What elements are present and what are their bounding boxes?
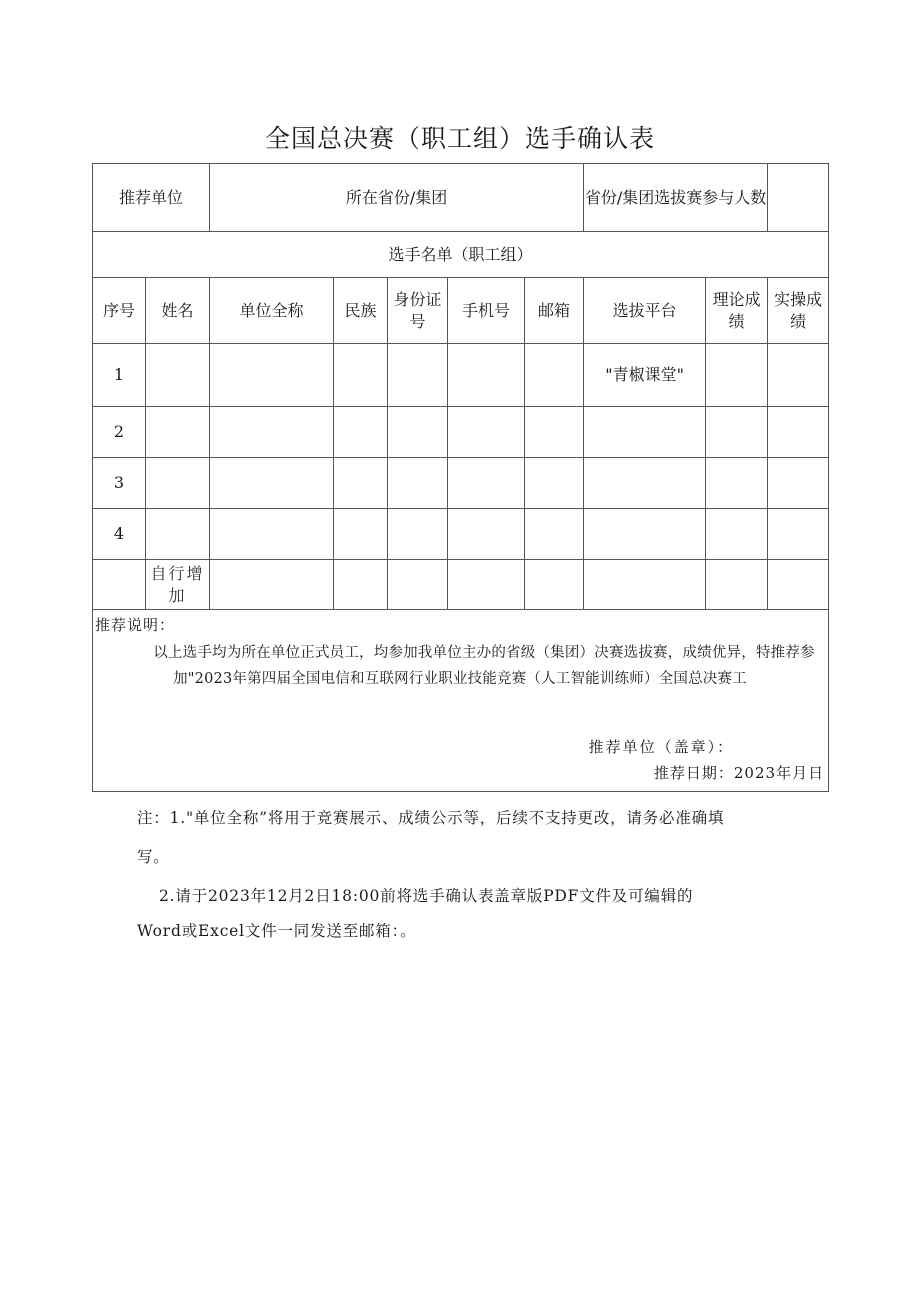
platform-cell[interactable]: "青椒课堂": [584, 344, 706, 407]
practical-score-cell[interactable]: [768, 407, 829, 458]
email-cell[interactable]: [525, 458, 584, 509]
column-header-row: [93, 278, 829, 344]
list-title: 选手名单（职工组）: [93, 232, 829, 278]
column-header: 邮箱: [525, 278, 584, 344]
note-1-line-1: 注：1."单位全称”将用于竞赛展示、成绩公示等，后续不支持更改，请务必准确填: [137, 809, 725, 827]
unit-cell[interactable]: [210, 458, 334, 509]
phone-cell[interactable]: [448, 560, 525, 610]
id-number-cell[interactable]: [388, 458, 448, 509]
column-header: 身份证号: [388, 278, 448, 344]
participants-value[interactable]: [768, 164, 829, 232]
platform-cell[interactable]: [584, 560, 706, 610]
explanation-body: 以上选手均为所在单位正式员工，均参加我单位主办的省级（集团）决赛选拔赛，成绩优异，特推荐参加"2023年第四届全国电信和互联网行业职业技能竞赛（人工智能训练师）全国总决赛工: [153, 645, 815, 687]
platform-cell[interactable]: [584, 458, 706, 509]
unit-cell[interactable]: [210, 344, 334, 407]
name-cell[interactable]: [146, 509, 210, 560]
theory-score-cell[interactable]: [706, 509, 768, 560]
id-number-cell[interactable]: [388, 344, 448, 407]
phone-cell[interactable]: [448, 509, 525, 560]
email-cell[interactable]: [525, 407, 584, 458]
row-index: [93, 560, 146, 610]
id-number-cell[interactable]: [388, 560, 448, 610]
ethnicity-cell[interactable]: [334, 509, 388, 560]
province-label: 所在省份/集团: [210, 164, 584, 232]
column-header: 序号: [93, 278, 146, 344]
list-title-row: [93, 232, 829, 278]
theory-score-cell[interactable]: [706, 344, 768, 407]
name-cell[interactable]: [146, 344, 210, 407]
platform-cell[interactable]: [584, 407, 706, 458]
add-more-note: 自行增加: [146, 560, 210, 610]
theory-score-cell[interactable]: [706, 458, 768, 509]
note-1-line-2: 写。: [137, 848, 170, 866]
column-header: 民族: [334, 278, 388, 344]
unit-cell[interactable]: [210, 560, 334, 610]
column-header: 实操成绩: [768, 278, 829, 344]
id-number-cell[interactable]: [388, 509, 448, 560]
table-row: [93, 509, 829, 560]
header-row: [93, 164, 829, 232]
column-header: 姓名: [146, 278, 210, 344]
table-row: [93, 458, 829, 509]
column-header: 手机号: [448, 278, 525, 344]
ethnicity-cell[interactable]: [334, 344, 388, 407]
note-2-line-1: 2.请于2023年12月2日18:00前将选手确认表盖章版PDF文件及可编辑的: [159, 887, 694, 905]
id-number-cell[interactable]: [388, 407, 448, 458]
email-cell[interactable]: [525, 560, 584, 610]
ethnicity-cell[interactable]: [334, 458, 388, 509]
platform-cell[interactable]: [584, 509, 706, 560]
explanation-label: 推荐说明：: [95, 616, 176, 634]
column-header: 选拔平台: [584, 278, 706, 344]
table-row: [93, 560, 829, 610]
recommend-unit-label: 推荐单位: [93, 164, 210, 232]
email-cell[interactable]: [525, 344, 584, 407]
practical-score-cell[interactable]: [768, 344, 829, 407]
name-cell[interactable]: [146, 458, 210, 509]
ethnicity-cell[interactable]: [334, 407, 388, 458]
unit-cell[interactable]: [210, 509, 334, 560]
email-cell[interactable]: [525, 509, 584, 560]
note-2-line-2: Word或Excel文件一同发送至邮箱：。: [137, 922, 417, 940]
row-index: 2: [93, 407, 146, 458]
explanation-cell: [93, 610, 829, 792]
practical-score-cell[interactable]: [768, 509, 829, 560]
row-index: 3: [93, 458, 146, 509]
phone-cell[interactable]: [448, 344, 525, 407]
phone-cell[interactable]: [448, 407, 525, 458]
page-title: 全国总决赛（职工组）选手确认表: [264, 124, 655, 153]
row-index: 1: [93, 344, 146, 407]
theory-score-cell[interactable]: [706, 560, 768, 610]
participants-label: 省份/集团选拔赛参与人数: [584, 164, 768, 232]
practical-score-cell[interactable]: [768, 458, 829, 509]
phone-cell[interactable]: [448, 458, 525, 509]
table-row: [93, 407, 829, 458]
row-index: 4: [93, 509, 146, 560]
ethnicity-cell[interactable]: [334, 560, 388, 610]
theory-score-cell[interactable]: [706, 407, 768, 458]
recommend-date: 推荐日期：2023年月日: [653, 764, 825, 782]
name-cell[interactable]: [146, 407, 210, 458]
column-header: 单位全称: [210, 278, 334, 344]
column-header: 理论成绩: [706, 278, 768, 344]
explanation-row: [93, 610, 829, 792]
unit-cell[interactable]: [210, 407, 334, 458]
confirmation-form-table: [92, 163, 829, 792]
practical-score-cell[interactable]: [768, 560, 829, 610]
table-row: [93, 344, 829, 407]
signature-line: 推荐单位（盖章）：: [588, 738, 735, 756]
